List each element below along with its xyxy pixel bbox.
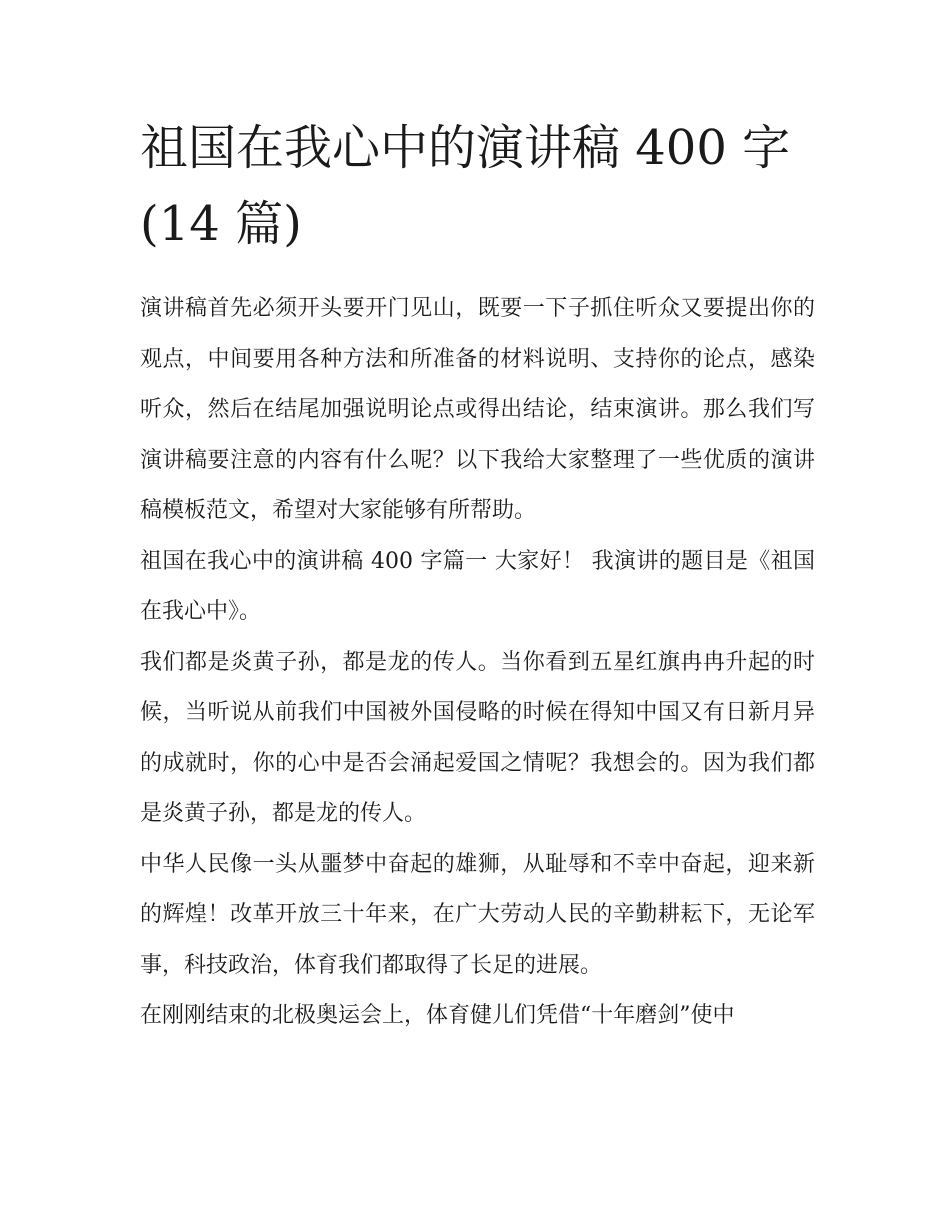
document-page [140, 110, 815, 1042]
document-title: 祖国在我心中的演讲稿 400 字 (14 篇) [140, 120, 791, 252]
paragraph-olympics: 在刚刚结束的北极奥运会上，体育健儿们凭借“十年磨剑”使中 [140, 1003, 735, 1028]
paragraph-descendants: 我们都是炎黄子孙，都是龙的传人。当你看到五星红旗冉冉升起的时候，当听说从前我们中国被外国侵略的时候在得知中国又有日新月异的成就时，你的心中是否会涌起爱国之情呢？我想会的。因为我们都是炎黄子孙，都是龙的传人。 [140, 649, 815, 826]
paragraph-speech-heading: 祖国在我心中的演讲稿 400 字篇一 大家好！ 我演讲的题目是《祖国在我心中》。 [140, 548, 815, 624]
paragraph-progress: 中华人民像一头从噩梦中奋起的雄狮，从耻辱和不幸中奋起，迎来新的辉煌！改革开放三十年来，在广大劳动人民的辛勤耕耘下，无论军事，科技政治，体育我们都取得了长足的进展。 [140, 851, 815, 978]
paragraph-intro: 演讲稿首先必须开头要开门见山，既要一下子抓住听众又要提出你的观点，中间要用各种方法和所准备的材料说明、支持你的论点，感染听众，然后在结尾加强说明论点或得出结论，结束演讲。那么我们写演讲稿要注意的内容有什么呢？以下我给大家整理了一些优质的演讲稿模板范文，希望对大家能够有所帮助。 [140, 296, 815, 523]
